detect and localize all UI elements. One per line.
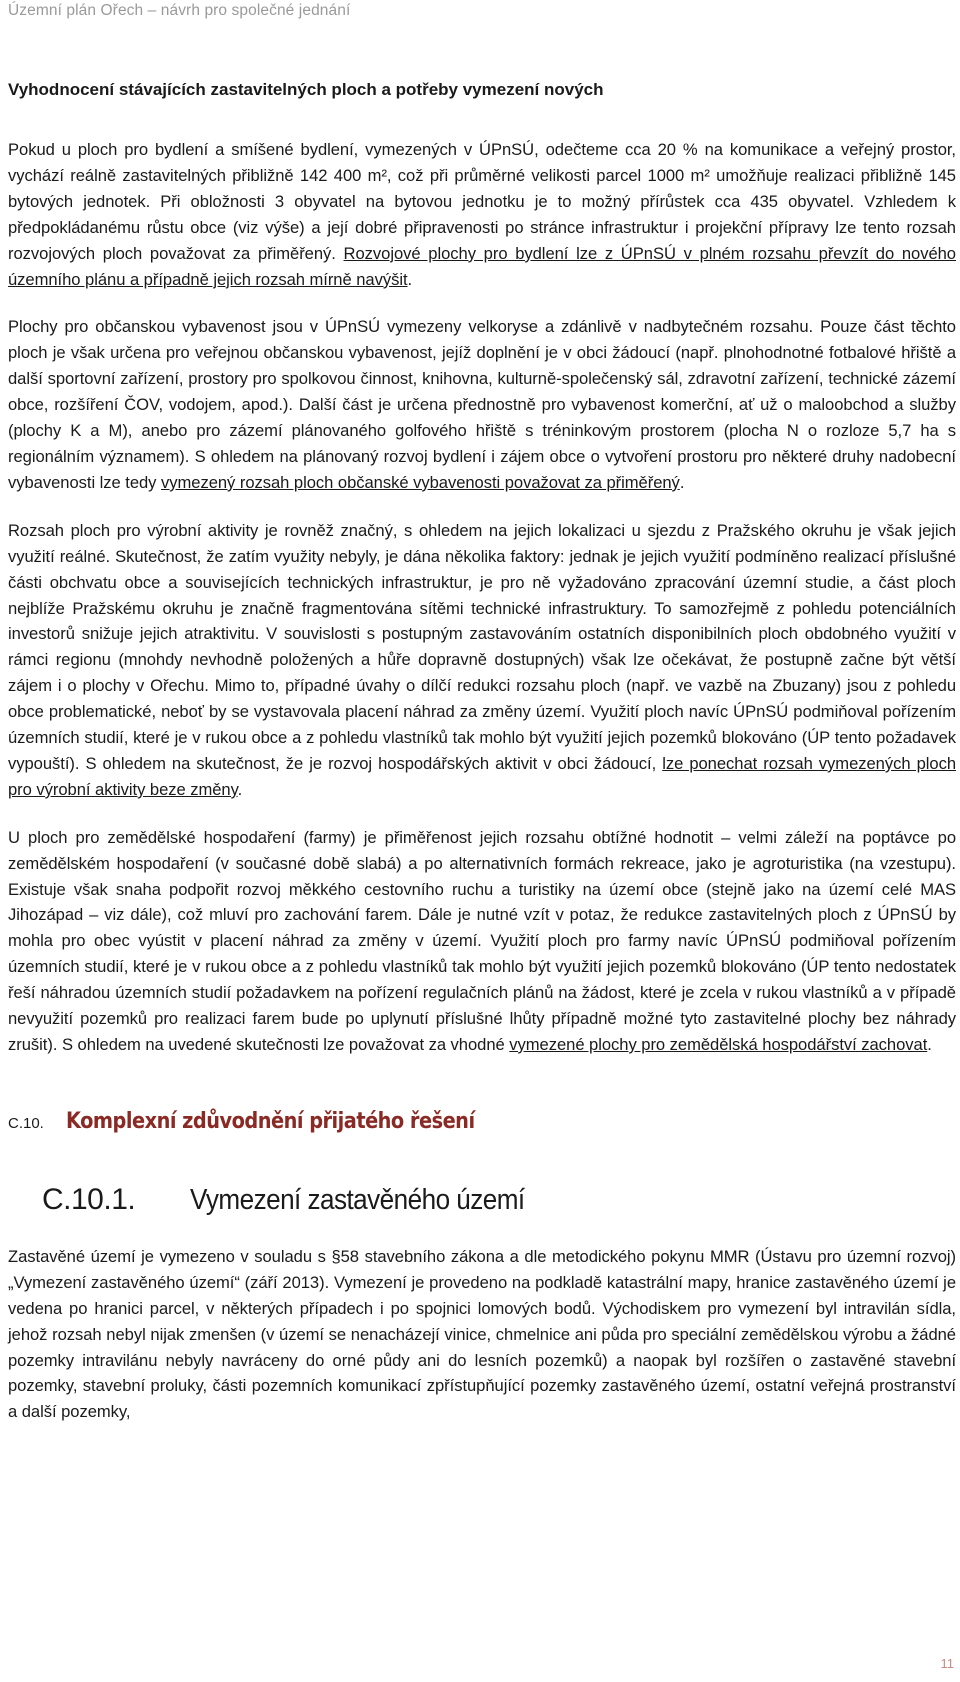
paragraph-text-end: . <box>679 472 685 492</box>
paragraph-farms <box>8 825 956 1058</box>
paragraph-text: Pokud u ploch pro bydlení a smíšené bydlení, vymezených v ÚPnSÚ, odečteme cca 20 % na komunikace a veřejný prostor, vychází reálně zastavitelných přibližně 142 400 m², což při průměrné velikosti parcel 1000 m² umožňuje realizaci přibližně 145 bytových jednotek. Při obložnosti 3 obyvatel na bytovou jednotku je to možný přírůstek cca 435 obyvatel. Vzhledem k předpokládanému růstu obce (viz výše) a její dobré připravenosti po stránce infrastruktur i projekční přípravy lze tento rozsah rozvojových ploch považovat za přiměřený. <box>8 140 956 263</box>
section-title: Vyhodnocení stávajících zastavitelných ploch a potřeby vymezení nových <box>8 80 604 99</box>
underlined-conclusion: vymezené plochy pro zemědělská hospodářství zachovat <box>509 1035 928 1054</box>
running-header: Územní plán Ořech – návrh pro společné jednání <box>8 2 351 19</box>
underlined-conclusion: Rozvojové plochy pro bydlení lze z ÚPnSÚ v plném rozsahu převzít do nového územního plánu a případně jejich rozsah mírně navýšit <box>8 243 956 289</box>
heading-c10 <box>8 1103 956 1139</box>
paragraph-civic-amenities <box>8 314 956 495</box>
document-body <box>8 78 956 1447</box>
heading-c10-1 <box>42 1178 956 1222</box>
underlined-conclusion: vymezený rozsah ploch občanské vybavenosti považovat za přiměřený <box>161 472 680 492</box>
underlined-conclusion: lze ponechat rozsah vymezených ploch pro výrobní aktivity beze změny <box>8 753 956 799</box>
paragraph-production <box>8 518 956 803</box>
subheading-number: C.10.1. <box>42 1182 136 1216</box>
heading-number: C.10. <box>8 1114 44 1132</box>
paragraph-text-end: . <box>407 269 413 289</box>
page-number: 11 <box>940 1656 954 1671</box>
paragraph-text: Plochy pro občanskou vybavenost jsou v ÚPnSÚ vymezeny velkoryse a zdánlivě v nadbytečném rozsahu. Pouze část těchto ploch je však určena pro veřejnou občanskou vybavenost, jejíž doplnění je v obci žádoucí (např. plnohodnotné fotbalové hřiště a další sportovní zařízení, prostory pro spolkovou činnost, knihovna, kulturně-společenský sál, zdravotní zařízení, technické zázemí obce, rozšíření ČOV, vodojem, apod.). Další část je určena přednostně pro vybavenost komerční, ať už o maloobchod a služby (plochy K a M), anebo pro zázemí plánovaného golfového hřiště s tréninkovým prostorem (plocha N o rozloze 5,7 ha s regionálním významem). S ohledem na plánovaný rozvoj bydlení i zájem obce o vytvoření prostoru pro některé druhy nadobecní vybavenosti lze tedy <box>8 317 956 492</box>
paragraph-built-up-area: Zastavěné území je vymezeno v souladu s §58 stavebního zákona a dle metodického pokynu MMR (Ústavu pro územní rozvoj) „Vymezení zastavěného území“ (září 2013). Vymezení je provedeno na podkladě katastrální mapy, hranice zastavěného území je vedena po hranici parcel, v některých případech i po spojnici lomových bodů. Východiskem pro vymezení byl intravilán sídla, jehož rozsah nebyl nijak zmenšen (v území se nenacházejí vinice, chmelnice ani půda pro speciální zemědělskou výrobu a žádné pozemky intravilánu nebyly navráceny do orné půdy ani do lesních pozemků) a naopak byl rozšířen o zastavěné stavební pozemky, stavební proluky, části pozemních komunikací zpřístupňující pozemky zastavěného území, ostatní veřejná prostranství a další pozemky, <box>8 1246 956 1422</box>
paragraph-text-end: . <box>927 1035 932 1054</box>
paragraph-text: U ploch pro zemědělské hospodaření (farmy) je přiměřenost jejich rozsahu obtížné hodnotit – velmi záleží na poptávce po zemědělském hospodaření (v současné době slabá) a po alternativních formách rekreace, jako je agroturistika (na vzestupu). Existuje však snaha podpořit rozvoj měkkého cestovního ruchu a turistiky na území obce (stejně jako na území celé MAS Jihozápad – viz dále), což mluví pro zachování farem. Dále je nutné vzít v potaz, že redukce zastavitelných ploch z ÚPnSÚ by mohla pro obec vyústit v placení náhrad za změny v území. Využití ploch pro farmy navíc ÚPnSÚ podmiňoval pořízením územních studií, které je v rukou obce a z pohledu vlastníků tak mohlo být využití jejich pozemků blokováno (ÚP tento nedostatek řeší náhradou územních studií požadavkem na pořízení regulačních plánů na žádost, které je zcela v rukou vlastníků a v případě nevyužití pozemků pro realizaci farem bude po uplynutí příslušné lhůty případně možné tyto zastavitelné plochy bez náhrady zrušit). S ohledem na uvedené skutečnosti lze považovat za vhodné <box>8 827 956 1054</box>
paragraph-text-end: . <box>237 779 243 799</box>
heading-title: Komplexní zdůvodnění přijatého řešení <box>66 1107 475 1134</box>
subheading-title: Vymezení zastavěného území <box>190 1183 525 1216</box>
paragraph-housing <box>8 137 956 292</box>
paragraph-text: Rozsah ploch pro výrobní aktivity je rovněž značný, s ohledem na jejich lokalizaci u sjezdu z Pražského okruhu je však jejich využití reálné. Skutečnost, že zatím využity nebyly, je dána několika faktory: jednak je jejich využití podmíněno realizací příslušné části obchvatu obce a souvisejících technických infrastruktur, je pro ně vyžadováno zpracování územní studie, a část ploch nejblíže Pražskému okruhu je značně fragmentována sítěmi technické infrastruktury. To samozřejmě z pohledu potenciálních investorů snižuje jejich atraktivitu. V souvislosti s postupným zastavováním ostatních disponibilních ploch obdobného využití v rámci regionu (mnohdy nevhodně položených a hůře dopravně dostupných) však lze očekávat, že postupně začne být větší zájem i o plochy v Ořechu. Mimo to, případné úvahy o dílčí redukci rozsahu ploch (např. ve vazbě na Zbuzany) jsou z pohledu obce problematické, neboť by se vystavovala placení náhrad za změny území. Využití ploch navíc ÚPnSÚ podmiňoval pořízením územních studií, které je v rukou obce a z pohledu vlastníků tak mohlo být využití jejich pozemků blokováno (ÚP tento požadavek vypouští). S ohledem na skutečnost, že je rozvoj hospodářských aktivit v obci žádoucí, <box>8 520 956 773</box>
